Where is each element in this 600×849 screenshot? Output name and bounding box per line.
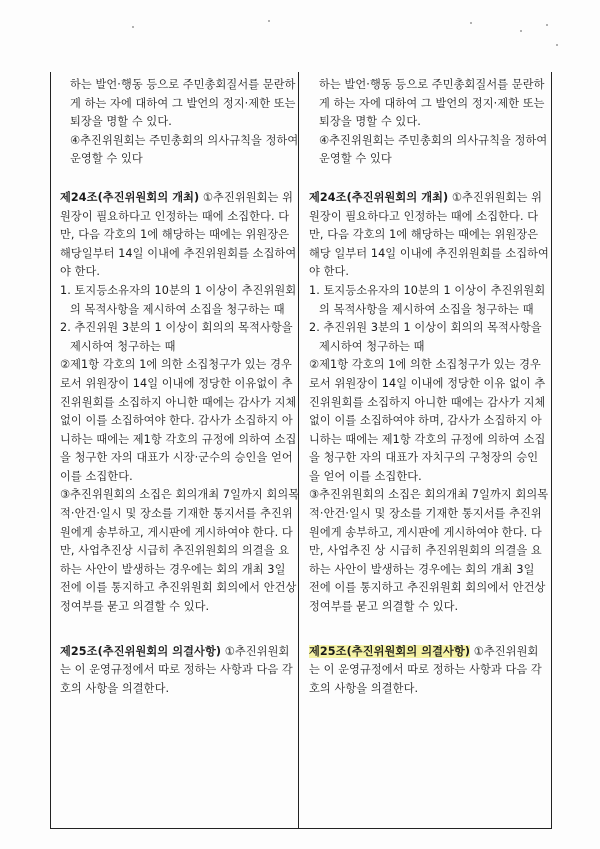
left-article-24 <box>60 189 300 282</box>
right-article-24-title: 제24조(추진위원회의 개최) <box>309 190 449 204</box>
left-article-24-para-3: ③추진위원회의 소집은 회의개최 7일까지 회의목적·안건·일시 및 장소를 기재한 통지서를 추진위원에게 송부하고, 게시판에 게시하여야 한다. 다만, 사업추진상 시급히 추진위원회의 의결을 요하는 사안이 발생하는 경우에는 회의 개최 3일 전에 이를 통지하고 추진위원회 회의에서 안건상정여부를 묻고 의결할 수 있다. <box>60 488 300 614</box>
right-article-25-text: ①추진위원회는 이 운영규정에서 따로 정하는 사항과 다음 각호의 사항을 의결한다. <box>309 644 542 695</box>
left-article-25 <box>60 643 300 699</box>
left-para-1: 하는 발언·행동 등으로 주민총회질서를 문란하게 하는 자에 대하여 그 발언의 정지·제한 또는 퇴장을 명할 수 있다. <box>70 78 296 129</box>
left-article-24-text: ①추진위원회는 위원장이 필요하다고 인정하는 때에 소집한다. 다만, 다음 각호의 1에 해당하는 때에는 위원장은 해당일부터 14일 이내에 추진위원회를 소집하여야 한다. <box>60 190 297 279</box>
right-article-24 <box>309 189 549 282</box>
right-column <box>309 76 549 698</box>
left-para-2: ④추진위원회는 주민총회의 의사규칙을 정하여 운영할 수 있다 <box>70 133 299 166</box>
right-article-24-para-2: ②제1항 각호의 1에 의한 소집청구가 있는 경우로서 위원장이 14일 이내에 정당한 이유 없이 추진위원회를 소집하지 아니한 때에는 감사가 지체 없이 이를 소집하여야 하며, 감사가 소집하지 아니하는 때에는 제1항 각호의 규정에 의하여 소집을 청구한 자의 대표가 자치구의 구청장의 승인을 얻어 이를 소집한다. <box>309 358 546 483</box>
right-article-25 <box>309 643 549 699</box>
right-article-24-text: ①추진위원회는 위원장이 필요하다고 인정하는 때에 소집한다. 다만, 다음 각호의 1에 해당하는 때에는 위원장은 해당 일부터 14일 이내에 추진위원회를 소집하여야 한다. <box>309 190 549 279</box>
right-article-24-item-1: 1. 토지등소유자의 10분의 1 이상이 추진위원회의 목적사항을 제시하여 소집을 청구하는 때 <box>309 283 546 316</box>
left-article-24-item-2: 2. 추진위원 3분의 1 이상이 회의의 목적사항을 제시하여 청구하는 때 <box>60 321 293 353</box>
left-article-25-title: 제25조(추진위원회의 의결사항) <box>60 644 222 658</box>
left-article-25-text: ①추진위원회는 이 운영규정에서 따로 정하는 사항과 다음 각호의 사항을 의결한다. <box>60 644 293 695</box>
left-column <box>60 76 300 698</box>
left-article-24-item-1: 1. 토지등소유자의 10분의 1 이상이 추진위원회의 목적사항을 제시하여 소집을 청구하는 때 <box>60 283 297 316</box>
right-article-25-title: 제25조(추진위원회의 의결사항) <box>309 644 471 658</box>
left-article-24-title: 제24조(추진위원회의 개최) <box>60 190 200 204</box>
left-article-24-para-2: ②제1항 각호의 1에 의한 소집청구가 있는 경우로서 위원장이 14일 이내에 정당한 이유없이 추진위원회를 소집하지 아니한 때에는 감사가 지체없이 이를 소집하여야 한다. 감사가 소집하지 아니하는 때에는 제1항 각호의 규정에 의하여 소집을 청구한 자의 대표가 시장·군수의 승인을 얻어 이를 소집한다. <box>60 358 297 483</box>
right-para-2: ④추진위원회는 주민총회의 의사규칙을 정하여 운영할 수 있다 <box>319 133 548 166</box>
right-article-24-para-3: ③추진위원회의 소집은 회의개최 7일까지 회의목적·안건·일시 및 장소를 기재한 통지서를 추진위원에게 송부하고, 게시판에 게시하여야 한다. 다만, 사업추진 상 시급히 추진위원회의 의결을 요하는 사안이 발생하는 경우에는 회의 개최 3일 전에 이를 통지하고 추진위원회 회의에서 안건상정여부를 묻고 의결할 수 있다. <box>309 488 549 614</box>
right-article-24-item-2: 2. 추진위원 3분의 1 이상이 회의의 목적사항을 제시하여 청구하는 때 <box>309 321 542 353</box>
right-para-1: 하는 발언·행동 등으로 주민총회질서를 문란하게 하는 자에 대하여 그 발언의 정지·제한 또는 퇴장을 명할 수 있다. <box>319 78 545 129</box>
